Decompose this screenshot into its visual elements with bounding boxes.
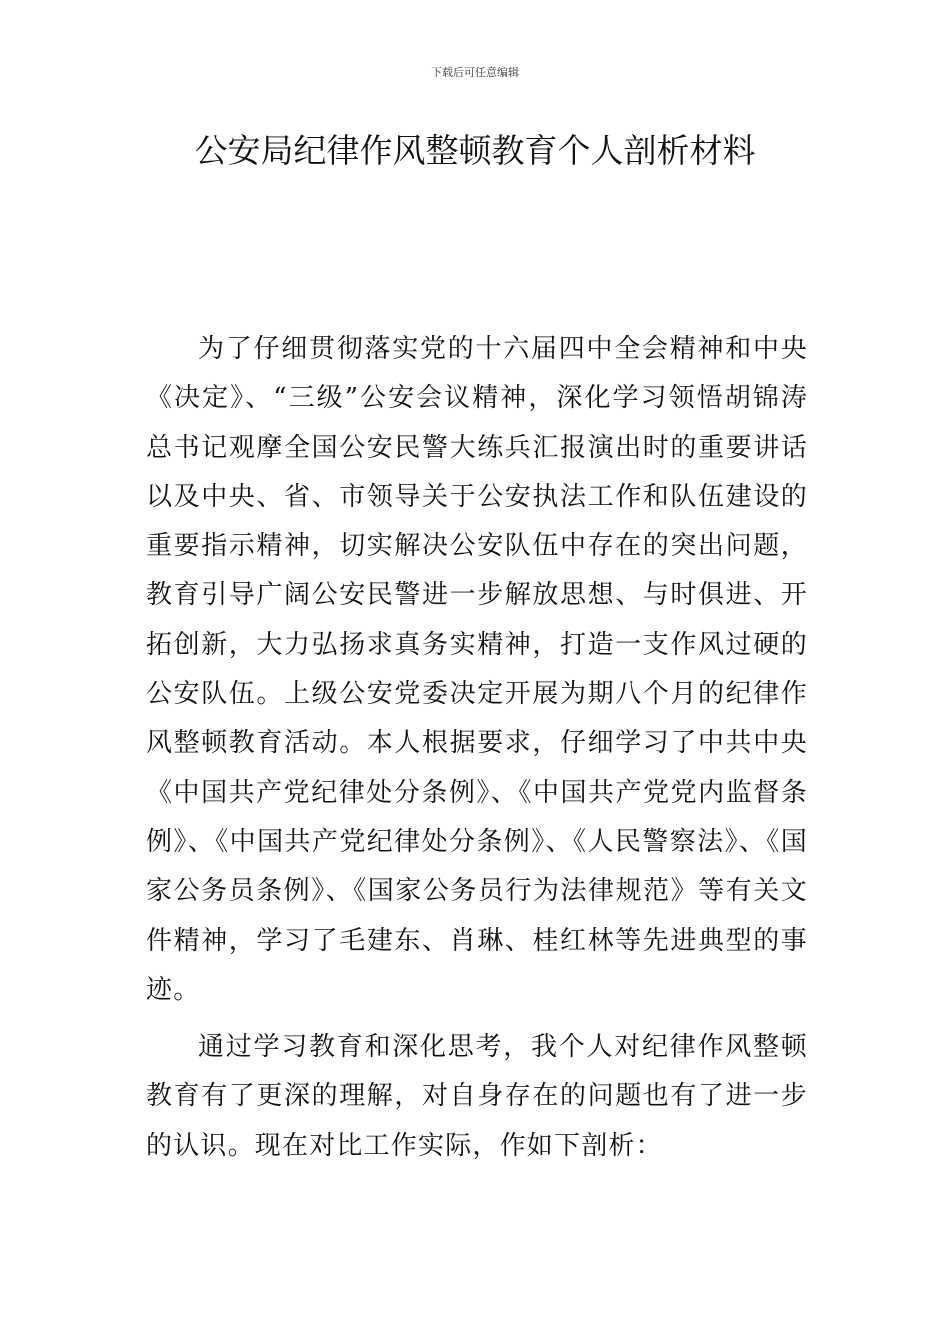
document-title: 公安局纪律作风整顿教育个人剖析材料	[194, 131, 756, 170]
body-paragraph-1: 为了仔细贯彻落实党的十六届四中全会精神和中央《决定》、“三级”公安会议精神，深化学习领悟胡锦涛总书记观摩全国公安民警大练兵汇报演出时的重要讲话以及中央、省、市领导关于公安执法工作和队伍建设的重要指示精神，切实解决公安队伍中存在的突出问题，教育引导广阔公安民警进一步解放思想、与时俱进、开拓创新，大力弘扬求真务实精神，打造一支作风过硬的公安队伍。上级公安党委决定开展为期八个月的纪律作风整顿教育活动。本人根据要求，仔细学习了中共中央《中国共产党纪律处分条例》、《中国共产党党内监督条例》、《中国共产党纪律处分条例》、《人民警察法》、《国家公务员条例》、《国家公务员行为法律规范》等有关文件精神，学习了毛建东、肖琳、桂红林等先进典型的事迹。	[146, 334, 808, 1005]
header-note: 下载后可任意编辑	[431, 66, 519, 79]
body-paragraph-2: 通过学习教育和深化思考，我个人对纪律作风整顿教育有了更深的理解，对自身存在的问题也有了进一步的认识。现在对比工作实际，作如下剖析：	[146, 1032, 808, 1161]
